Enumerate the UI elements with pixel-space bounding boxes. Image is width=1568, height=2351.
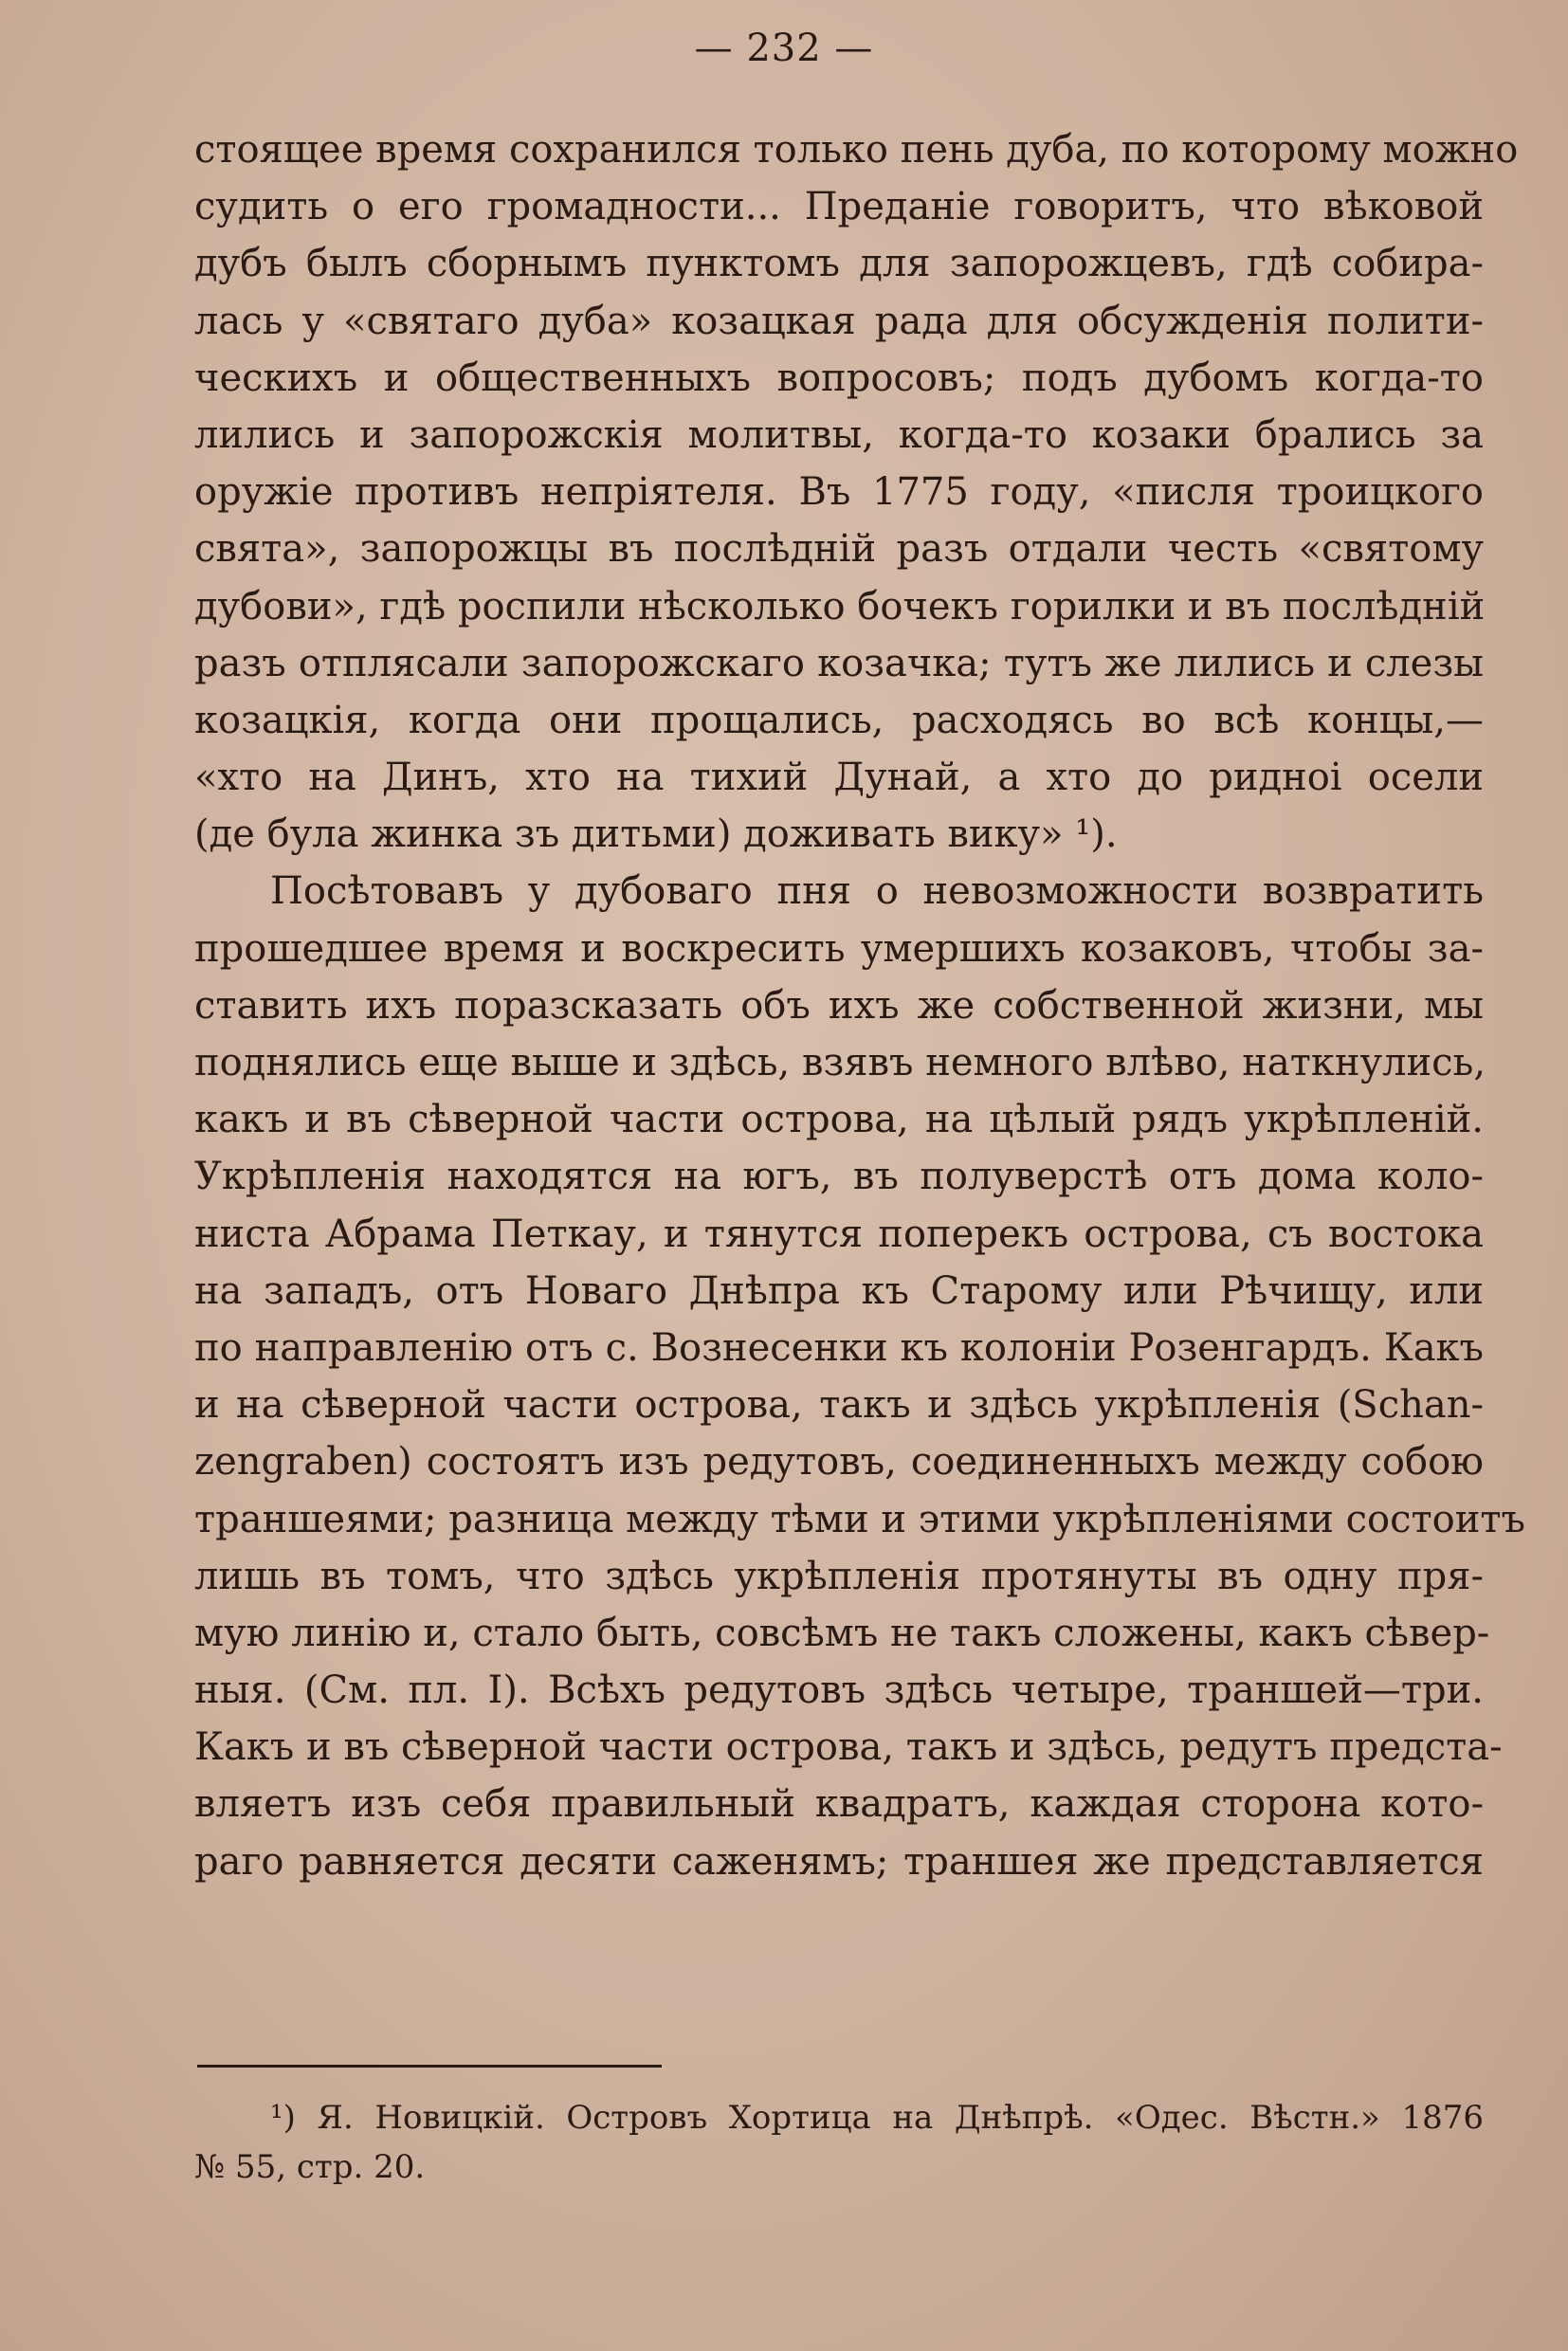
text-line: стоящее время сохранился только пень дуба, по которому можно [194,128,1519,172]
text-line: zengraben) состоятъ изъ редутовъ, соединенныхъ между собою [194,1440,1484,1485]
text-line: мую линію и, стало быть, совсѣмъ не такъ сложены, какъ сѣвер- [194,1611,1490,1655]
text-line: прошедшее время и воскресить умершихъ козаковъ, чтобы за- [194,926,1484,971]
text-line: Укрѣпленія находятся на югъ, въ полуверстѣ отъ дома коло- [194,1155,1484,1199]
text-line: лась у «святаго дуба» козацкая рада для обсужденія полити- [194,299,1484,343]
paragraph-2 [194,863,1525,1889]
text-line: дубови», гдѣ роспили нѣсколько бочекъ горилки и въ послѣдній [194,584,1486,629]
text-line: разъ отплясали запорожскаго козачка; тутъ же лились и слезы [194,641,1484,685]
text-line: и на сѣверной части острова, такъ и здѣсь укрѣпленія (Schan- [194,1383,1484,1428]
text-line: (де була жинка зъ дитьми) доживать вику» ¹). [194,812,1118,857]
text-line: свята», запорожцы въ послѣдній разъ отдали честь «святому [194,527,1484,572]
text-line: вляетъ изъ себя правильный квадратъ, каждая сторона кото- [194,1782,1484,1827]
footnote-line: ¹) Я. Новицкій. Островъ Хортица на Днѣпрѣ. «Одес. Вѣстн.» 1876 [270,2099,1484,2137]
footnote [194,2093,1484,2192]
paragraph-1 [194,121,1519,863]
text-line: траншеями; разница между тѣми и этими укрѣпленіями состоитъ [194,1497,1525,1541]
text-line: ставить ихъ поразсказать объ ихъ же собственной жизни, мы [194,983,1484,1028]
text-line: ниста Абрама Петкау, и тянутся поперекъ острова, съ востока [194,1212,1484,1256]
footnote-line: № 55, стр. 20. [194,2148,426,2186]
body-text [194,121,1525,1890]
text-line: ныя. (См. пл. I). Всѣхъ редутовъ здѣсь четыре, траншей—три. [194,1668,1484,1713]
text-line: судить о его громадности... Преданіе говоритъ, что вѣковой [194,185,1484,229]
text-line: лились и запорожскія молитвы, когда-то козаки брались за [194,412,1484,457]
footnote-divider [197,2065,662,2068]
text-line: оружіе противъ непріятеля. Въ 1775 году, «писля троицкого [194,470,1484,515]
text-line: лишь въ томъ, что здѣсь укрѣпленія протянуты въ одну пря- [194,1554,1484,1598]
text-line: раго равняется десяти саженямъ; траншея же представляется [194,1839,1484,1884]
text-line: какъ и въ сѣверной части острова, на цѣлый рядъ укрѣпленій. [194,1098,1484,1142]
page-number: — 232 — [694,27,874,70]
text-line: Посѣтовавъ у дубоваго пня о невозможности возвратить [270,869,1484,914]
text-line: «хто на Динъ, хто на тихий Дунай, а хто до ридноi осели [194,756,1484,800]
text-line: дубъ былъ сборнымъ пунктомъ для запорожцевъ, гдѣ собира- [194,242,1484,286]
text-line: Какъ и въ сѣверной части острова, такъ и здѣсь, редутъ предста- [194,1725,1503,1770]
text-line: поднялись еще выше и здѣсь, взявъ немного влѣво, наткнулись, [194,1041,1486,1084]
text-line: козацкія, когда они прощались, расходясь во всѣ концы,— [194,698,1484,742]
text-line: ческихъ и общественныхъ вопросовъ; подъ дубомъ когда-то [194,355,1484,400]
text-line: на западъ, отъ Новаго Днѣпра къ Старому или Рѣчищу, или [194,1268,1484,1313]
text-line: по направленію отъ с. Вознесенки къ колоніи Розенгардъ. Какъ [194,1325,1484,1370]
